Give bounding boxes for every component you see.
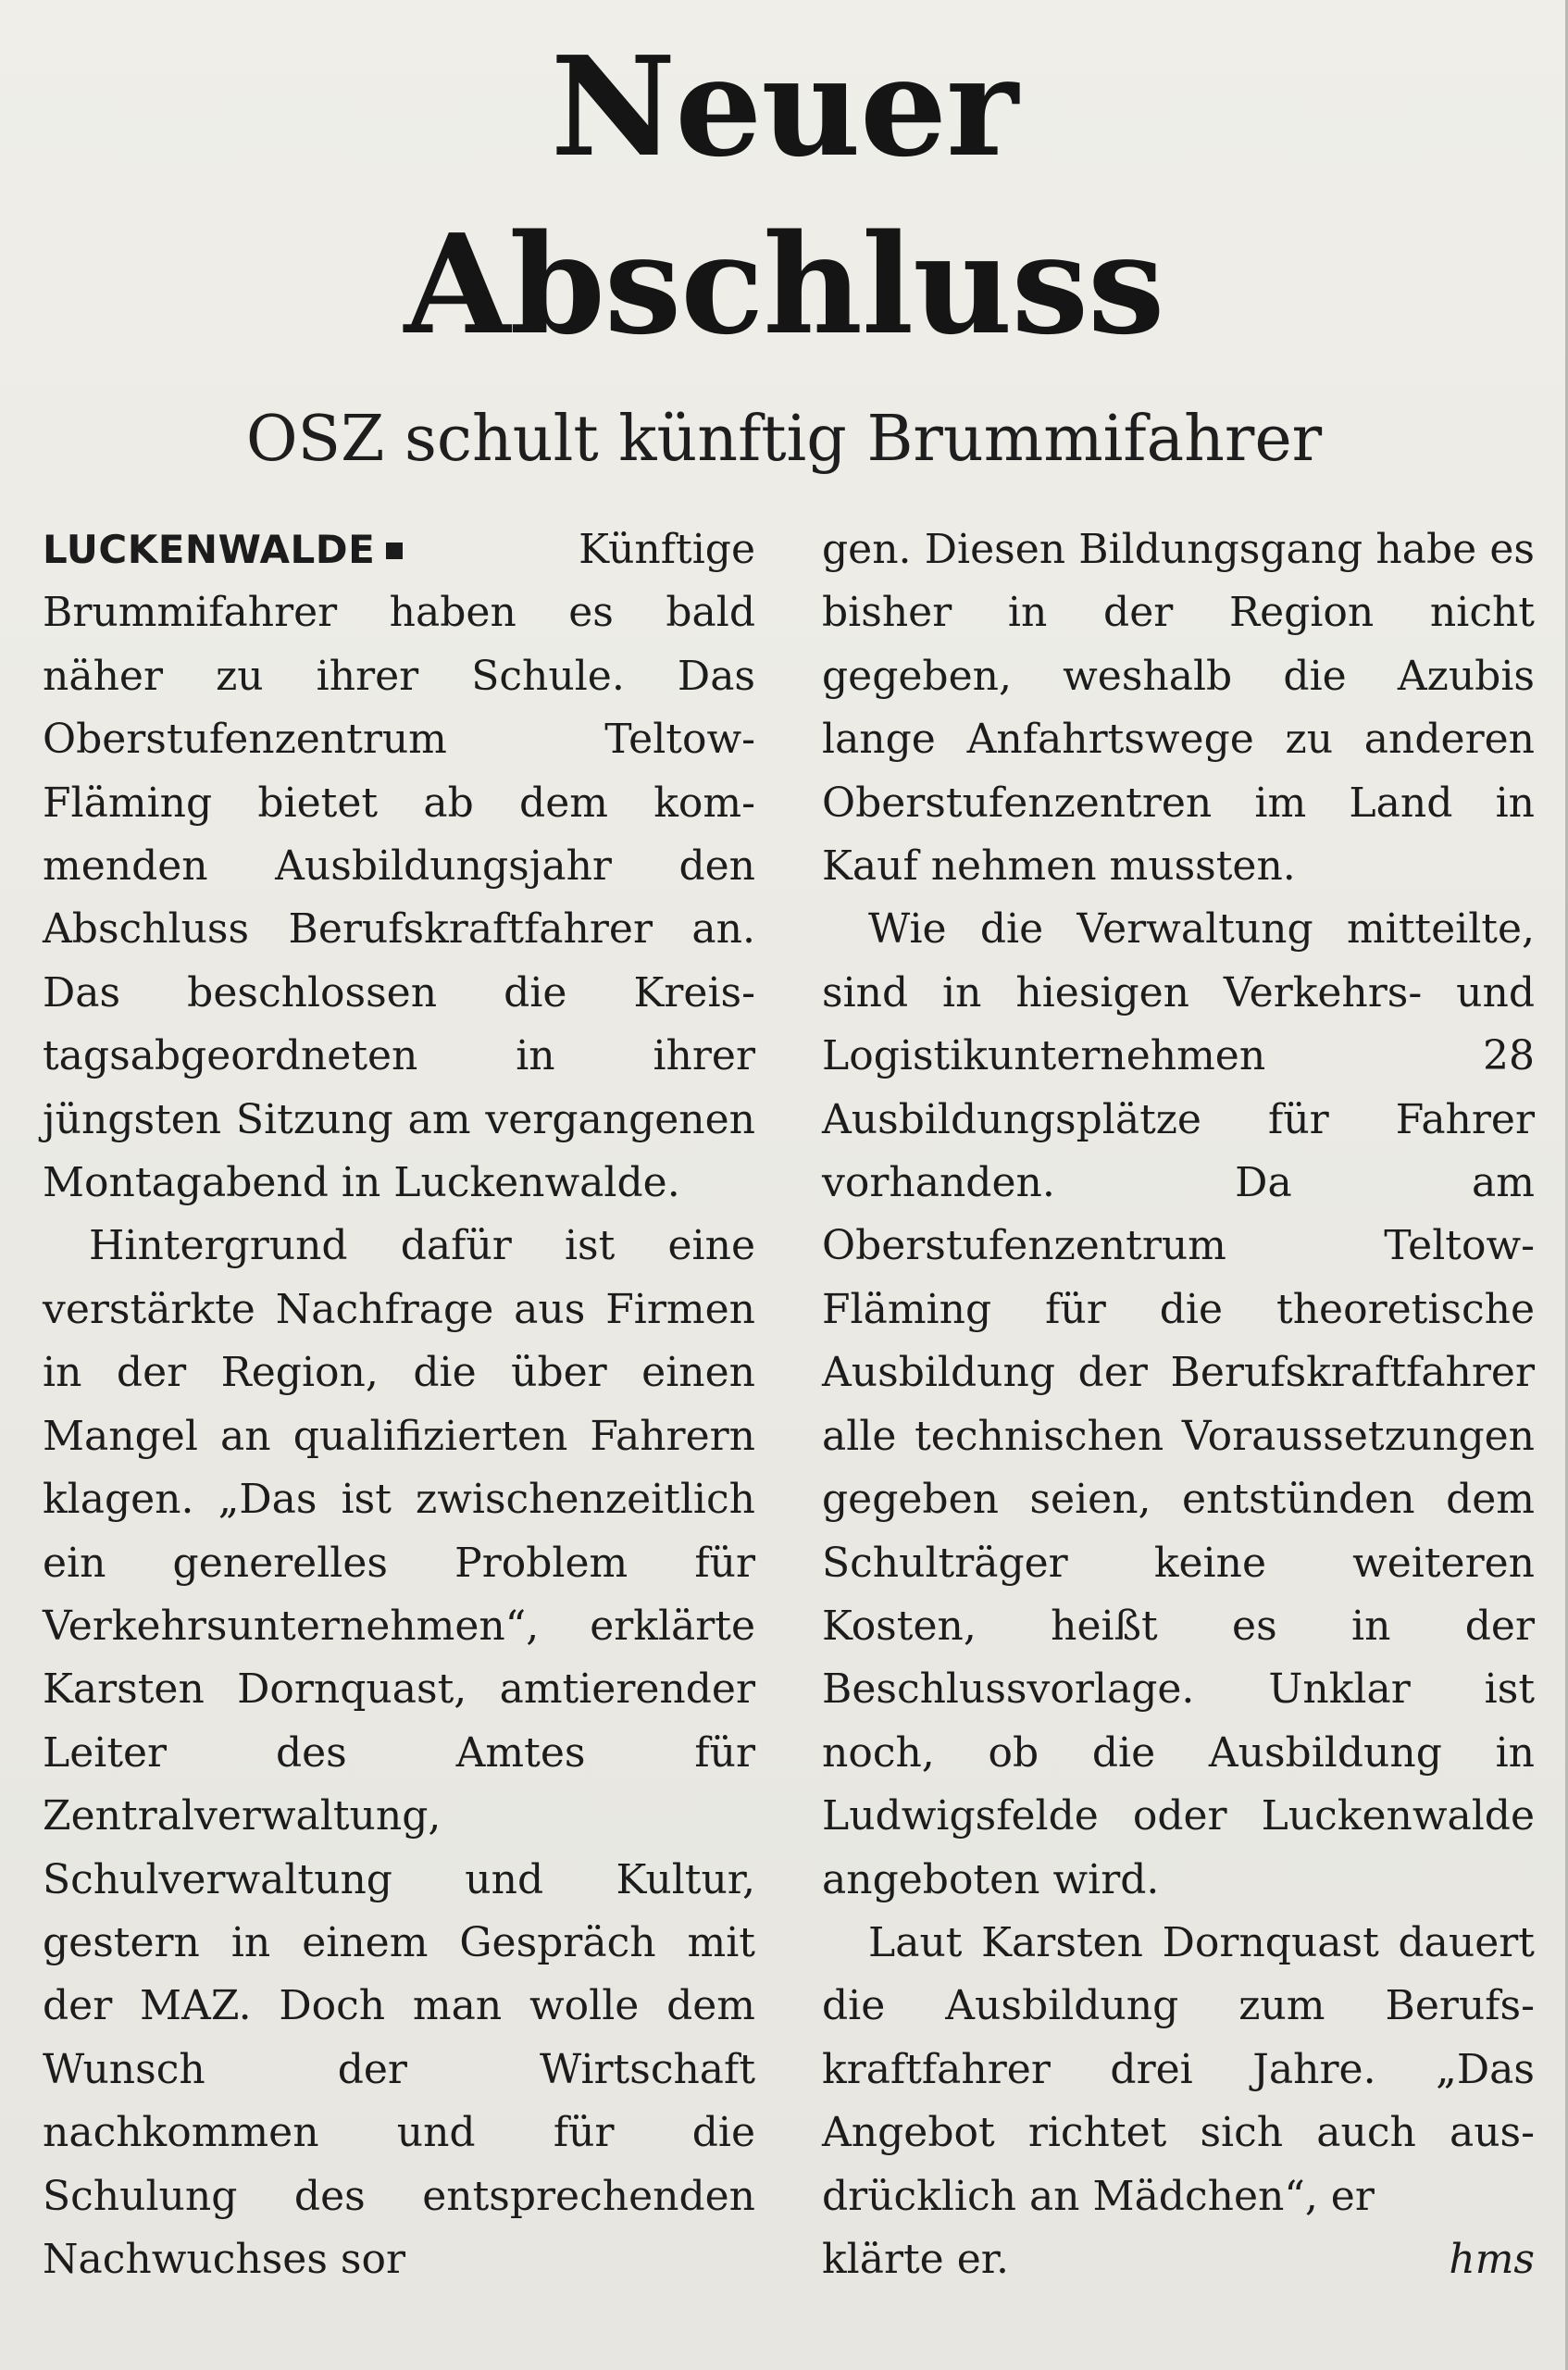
left-paragraph-1 (43, 518, 755, 1215)
left-paragraph-1-text: Künftige Brummifahrer haben es bald näher zu ihrer Schule. Das Oberstufenzentrum Teltow-Fläming bietet ab dem kommenden Ausbildungsjahr den Abschluss Berufskraftfahrer an. Das beschlossen die Kreistagsabgeordneten in ihrer jüngsten Sitzung am vergangenen Montagabend in Luckenwalde. (43, 526, 755, 1207)
dateline-square-icon (386, 543, 403, 559)
subheadline: OSZ schult künftig Brummifahrer (245, 403, 1323, 476)
closing-text: klärte er. (822, 2235, 1009, 2283)
right-paragraph-3: Laut Karsten Dornquast dauert die Ausbildung zum Berufskraftfahrer drei Jahre. „Das Angebot richtet sich auch ausdrücklich an Mädchen“, er (822, 1918, 1535, 2220)
left-paragraph-2: Hintergrund dafür ist eine verstärkte Nachfrage aus Firmen in der Region, die über einen Mangel an qualifizierten Fahrern klagen. „Das ist zwischenzeitlich ein generelles Problem für Verkehrsunternehmen“, erklärte Karsten Dornquast, amtierender Leiter des Amtes für Zentralverwaltung, Schulverwaltung und Kultur, gestern in einem Gespräch mit der MAZ. Doch man wolle dem Wunsch der Wirtschaft nachkommen und für die Schulung des entsprechenden Nachwuchses sor (43, 1222, 755, 2283)
left-column (43, 518, 755, 2291)
right-paragraph-2: Wie die Verwaltung mitteilte, sind in hiesigen Verkehrs- und Logistikunternehmen 28 Ausbildungsplätze für Fahrer vorhanden. Da am Oberstufenzentrum Teltow-Fläming für die theoretische Ausbildung der Berufskraftfahrer alle technischen Voraussetzungen gegeben seien, entstünden dem Schulträger keine weiteren Kosten, heißt es in der Beschlussvorlage. Unklar ist noch, ob die Ausbildung in Ludwigsfelde oder Luckenwalde angeboten wird. (822, 905, 1535, 1903)
right-paragraph-1: gen. Diesen Bildungsgang habe es bisher in der Region nicht gegeben, weshalb die Azubis lange Anfahrtswege zu anderen Oberstufenzentren im Land in Kauf nehmen mussten. (822, 526, 1535, 891)
headline-line-2: Abschluss (404, 204, 1164, 365)
author-initials: hms (1449, 2235, 1535, 2283)
right-column (822, 518, 1535, 2291)
closing-line (822, 2228, 1535, 2291)
dateline: LUCKENWALDE (43, 527, 376, 572)
headline-line-1: Neuer (550, 26, 1018, 187)
